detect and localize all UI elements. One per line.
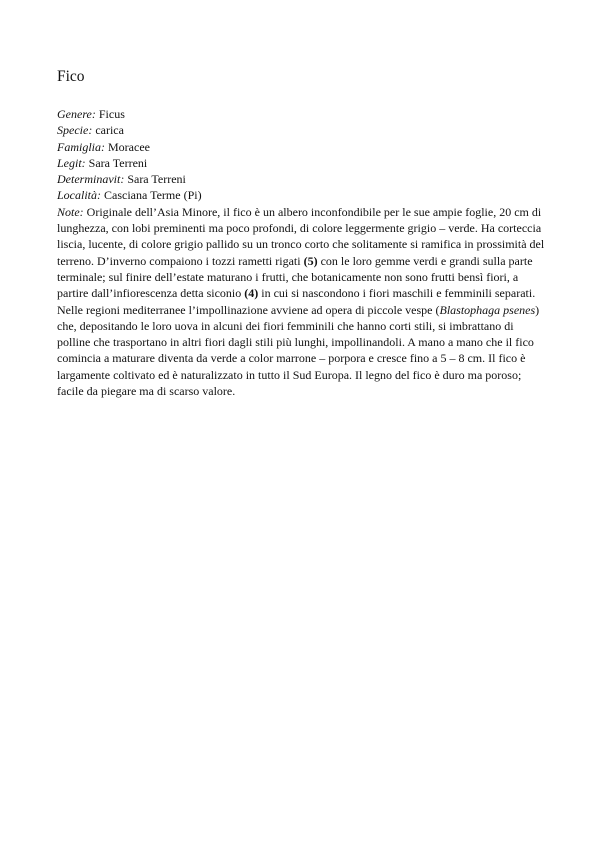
- figure-reference: (5): [303, 253, 318, 268]
- note-text-1: Originale dell’Asia Minore, il fico è un albero inconfondibile per le sue ampie foglie, 20 cm di lunghezza, con lobi preminenti ma poco profondi, di colore leggermente grigio – verde. Ha corteccia liscia, lucente, di colore grigio pallido su un tronco corto che solitamente si ramifica in prossimità del terreno. D’inverno compaiono i tozzi rametti rigati: [57, 204, 545, 268]
- field-label: Determinavit:: [57, 172, 125, 187]
- note-text-3: in cui si nascondono i fiori maschili e femminili separati. Nelle regioni mediterranee l’impollinazione avviene ad opera di piccole vespe (: [57, 286, 536, 317]
- species-name: Blastophaga psenes: [439, 302, 536, 317]
- page-title: Fico: [57, 68, 85, 85]
- field-genere: [57, 106, 545, 122]
- note-paragraph: [57, 204, 545, 400]
- field-value: carica: [95, 123, 124, 138]
- field-value: Moracee: [108, 139, 150, 154]
- field-legit: [57, 155, 545, 171]
- field-famiglia: [57, 139, 545, 155]
- field-value: Casciana Terme (Pi): [104, 188, 202, 203]
- field-value: Sara Terreni: [88, 155, 148, 170]
- field-label: Località:: [57, 188, 101, 203]
- field-value: Sara Terreni: [127, 172, 186, 187]
- field-label: Specie:: [57, 123, 93, 138]
- figure-reference: (4): [244, 286, 259, 301]
- document-page: [57, 68, 545, 399]
- field-label: Famiglia:: [57, 139, 105, 154]
- field-label: Genere:: [57, 107, 96, 121]
- field-value: Ficus: [98, 107, 125, 121]
- field-determinavit: [57, 171, 545, 187]
- note-text-4: ) che, depositando le loro uova in alcuni dei fiori femminili che hanno corti stili, si imbrattano di polline che trasportano in altri fiori dagli stili più lunghi, impollinandoli. A mano a mano che il fico comincia a maturare diventa da verde a color marrone – porpora e cresce fino a 5 – 8 cm. Il fico è largamente coltivato ed è naturalizzato in tutto il Sud Europa. Il legno del fico è duro ma poroso; facile da piegare ma di scarso valore.: [57, 302, 540, 399]
- note-label: Note:: [57, 204, 84, 219]
- field-specie: [57, 122, 545, 138]
- note-text-2: con le loro gemme verdi e grandi sulla parte terminale; sul finire dell’estate maturano i frutti, che botanicamente non sono frutti bensì fiori, a partire dall’infiorescenza detta siconio: [57, 253, 533, 301]
- field-label: Legit:: [57, 155, 86, 170]
- field-localita: [57, 187, 545, 203]
